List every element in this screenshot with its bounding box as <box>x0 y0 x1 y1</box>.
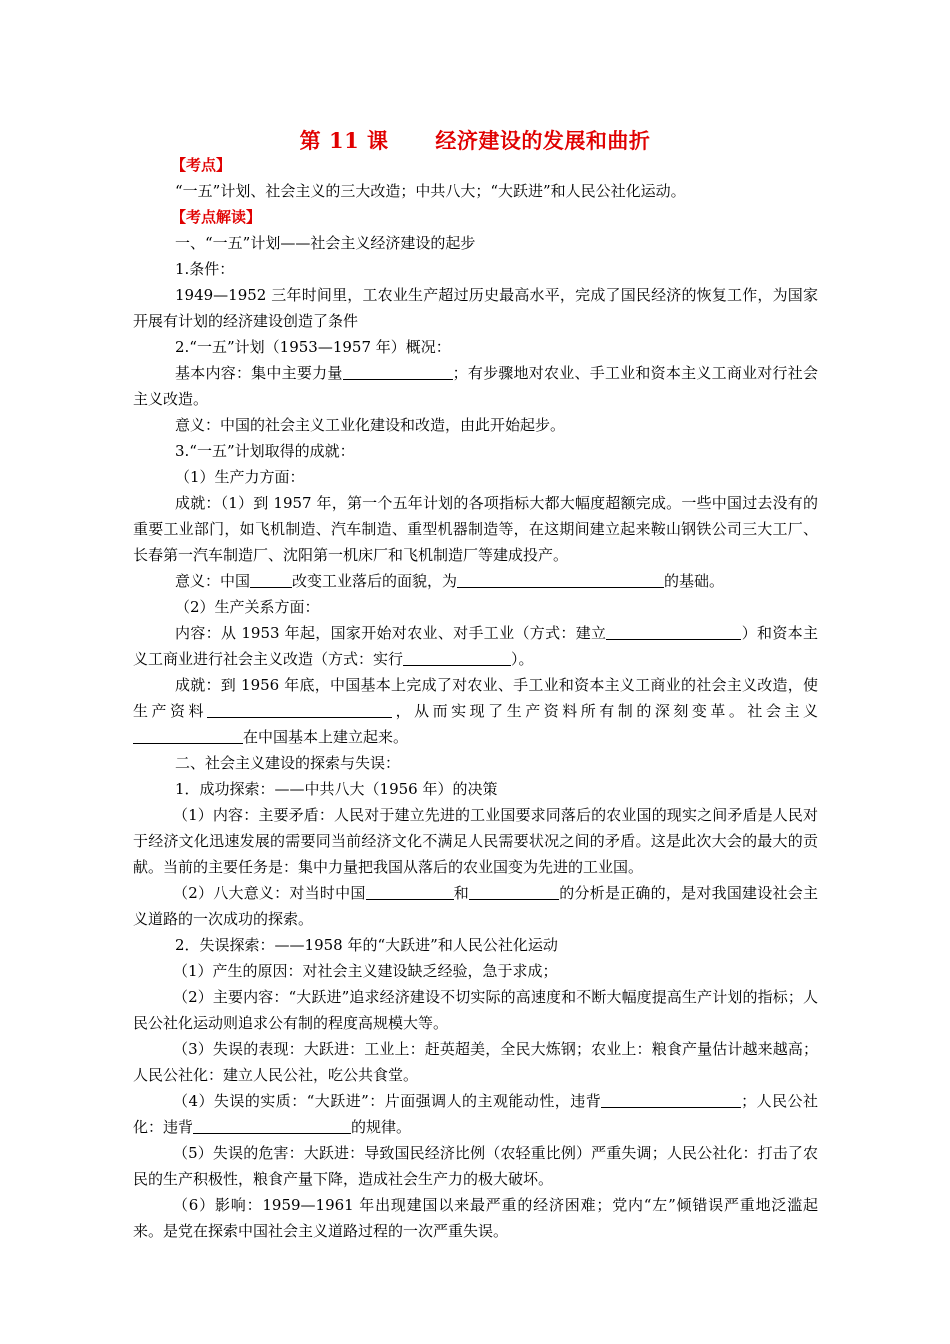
jiedu-label: 【考点解读】 <box>171 208 262 226</box>
prod-meaning-c: 的基础。 <box>664 572 725 590</box>
fill-blank <box>207 700 392 718</box>
success-meaning-a: （2）八大意义：对当时中国 <box>173 884 366 902</box>
result-content <box>133 672 818 750</box>
fail-4a: （4）失误的实质：“大跃进”：片面强调人的主观能动性，违背 <box>173 1092 602 1110</box>
success-content: （1）内容：主要矛盾：人民对于建立先进的工业国要求同落后的农业国的现实之间矛盾是人民对于经济文化迅速发展的需要同当前经济文化不满足人民需要状况之间的矛盾。这是此次大会的最大的贡献。当前的主要任务是：集中力量把我国从落后的农业国变为先进的工业国。 <box>133 806 818 876</box>
plan-content <box>133 360 818 412</box>
kaodian-text: “一五”计划、社会主义的三大改造；中共八大；“大跃进”和人民公社化运动。 <box>175 182 686 200</box>
productivity-label: （1）生产力方面： <box>175 468 305 486</box>
kaodian-label: 【考点】 <box>171 156 232 174</box>
fill-blank <box>469 882 559 900</box>
fail-4 <box>133 1088 818 1140</box>
cond-label: 1.条件： <box>175 260 235 278</box>
fill-blank <box>366 882 454 900</box>
relations-c: ）。 <box>511 650 534 668</box>
success-meaning-c: 的分析是正确的，是对我国建设社会主义道路的一次成功的探索。 <box>133 884 818 928</box>
fill-blank <box>250 570 292 588</box>
fail-6: （6）影响：1959—1961 年出现建国以来最严重的经济困难；党内“左”倾错误严重地泛滥起来。是党在探索中国社会主义道路过程的一次严重失误。 <box>133 1196 818 1240</box>
achieve-label: 3.“一五”计划取得的成就： <box>175 442 355 460</box>
plan-content-a: 基本内容：集中主要力量 <box>175 364 343 382</box>
fail-2: （2）主要内容：“大跃进”追求经济建设不切实际的高速度和不断大幅度提高生产计划的指标；人民公社化运动则追求公有制的程度高规模大等。 <box>133 988 818 1032</box>
fail-label: 2．失误探索：——1958 年的“大跃进”和人民公社化运动 <box>175 936 558 954</box>
prod-meaning-b: 改变工业落后的面貌，为 <box>292 572 458 590</box>
cond-text: 1949—1952 三年时间里，工农业生产超过历史最高水平，完成了国民经济的恢复工作，为国家开展有计划的经济建设创造了条件 <box>133 286 818 330</box>
plan-meaning: 意义：中国的社会主义工业化建设和改造，由此开始起步。 <box>175 416 566 434</box>
productivity-text: 成就：（1）到 1957 年，第一个五年计划的各项指标大都大幅度超额完成。一些中国过去没有的重要工业部门，如飞机制造、汽车制造、重型机器制造等，在这期间建立起来鞍山钢铁公司三大工厂、长春第一汽车制造厂、沈阳第一机床厂和飞机制造厂等建成投产。 <box>133 494 818 564</box>
plan-label: 2.“一五”计划（1953—1957 年）概况： <box>175 338 451 356</box>
fail-4c: 的规律。 <box>351 1118 412 1136</box>
document-body <box>133 152 818 1244</box>
prod-meaning <box>133 568 818 594</box>
fill-blank <box>601 1090 741 1108</box>
fail-4b: ；人民公社化：违背 <box>133 1092 818 1136</box>
success-label: 1．成功探索：——中共八大（1956 年）的决策 <box>175 780 498 798</box>
result-b: ，从而实现了生产资料所有制的深刻变革。社会主义 <box>392 702 818 720</box>
fill-blank <box>343 362 453 380</box>
fill-blank <box>403 648 511 666</box>
plan-content-b: ；有步骤地对农业、手工业和资本主义工商业对行社会主义改造。 <box>133 364 818 408</box>
success-meaning-b: 和 <box>453 884 470 902</box>
prod-meaning-a: 意义：中国 <box>175 572 251 590</box>
relations-a: 内容：从 1953 年起，国家开始对农业、对手工业（方式：建立 <box>175 624 607 642</box>
relations-label: （2）生产关系方面： <box>175 598 320 616</box>
fill-blank <box>133 726 243 744</box>
fill-blank <box>606 622 741 640</box>
part1-heading: 一、“一五”计划——社会主义经济建设的起步 <box>175 234 476 252</box>
relations-content <box>133 620 818 672</box>
result-a: 成就：到 1956 年底，中国基本上完成了对农业、手工业和资本主义工商业的社会主义改造，使生产资料 <box>133 676 818 720</box>
success-meaning <box>133 880 818 932</box>
fail-3: （3）失误的表现：大跃进：工业上：赶英超美，全民大炼钢；农业上：粮食产量估计越来越高；人民公社化：建立人民公社，吃公共食堂。 <box>133 1040 818 1084</box>
fill-blank <box>457 570 664 588</box>
page-title: 第 11 课 经济建设的发展和曲折 <box>299 128 651 153</box>
part2-heading: 二、社会主义建设的探索与失误： <box>175 754 401 772</box>
fill-blank <box>193 1116 351 1134</box>
relations-b: ）和资本主义工商业进行社会主义改造（方式：实行 <box>133 624 818 668</box>
fail-1: （1）产生的原因：对社会主义建设缺乏经验，急于求成； <box>173 962 558 980</box>
result-c: 在中国基本上建立起来。 <box>243 728 409 746</box>
fail-5: （5）失误的危害：大跃进：导致国民经济比例（农轻重比例）严重失调；人民公社化：打击了农民的生产积极性，粮食产量下降，造成社会生产力的极大破坏。 <box>133 1144 818 1188</box>
